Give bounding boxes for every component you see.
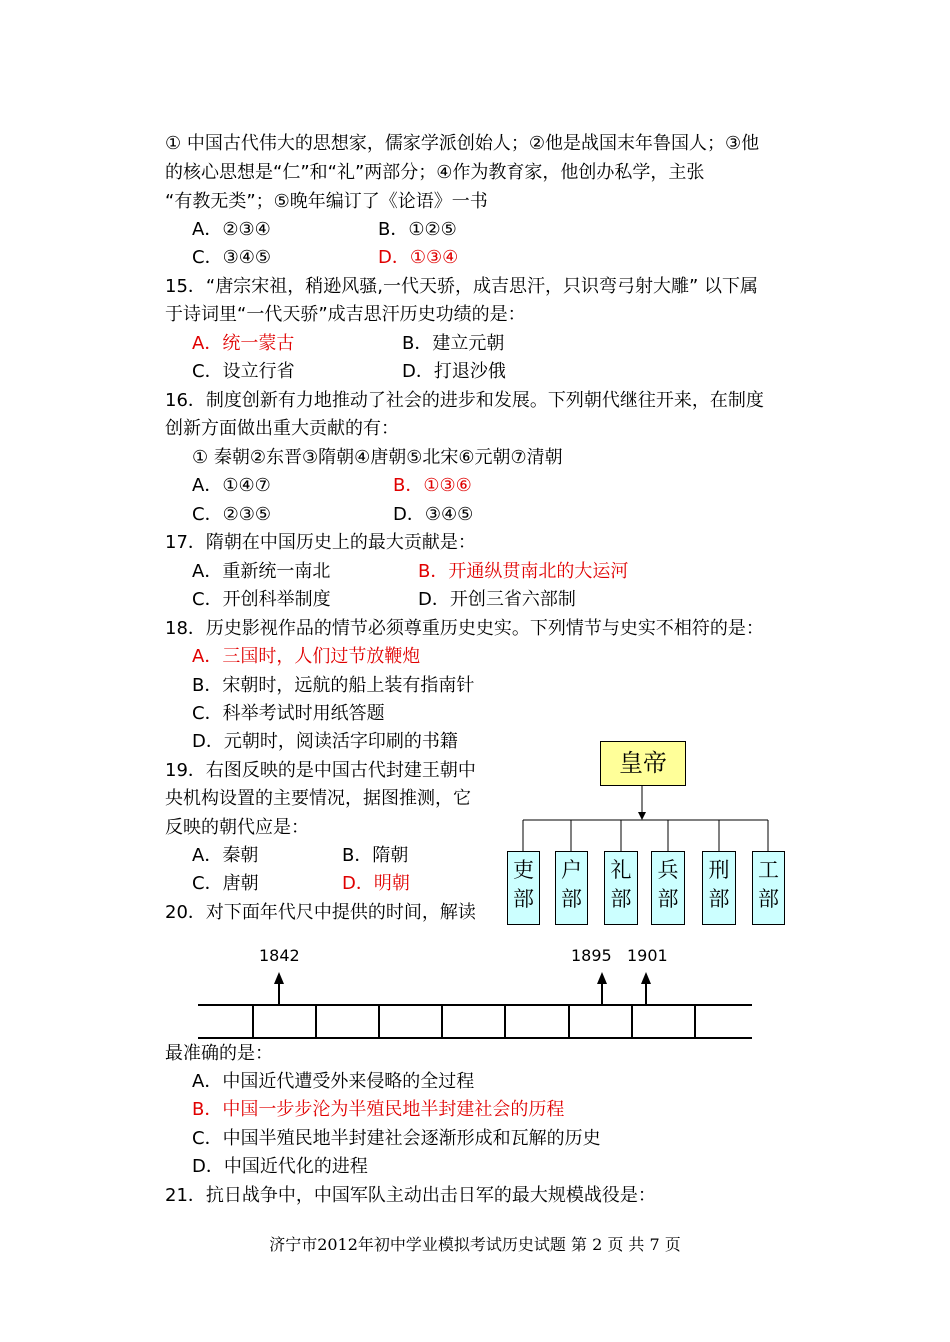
text-line: 16．制度创新有力地推动了社会的进步和发展。下列朝代继往开来，在制度	[165, 390, 764, 411]
timeline-label-1842: 1842	[259, 946, 300, 965]
text-line: A．①④⑦	[192, 475, 271, 496]
text-line: C．③④⑤	[192, 247, 271, 268]
dept-box-li: 吏 部	[507, 851, 540, 925]
text-line: “有教无类”；⑤晚年编订了《论语》一书	[165, 191, 488, 212]
dept-box-hu: 户 部	[555, 851, 588, 925]
dept-box-gong: 工 部	[752, 851, 785, 925]
text-line: A．中国近代遭受外来侵略的全过程	[192, 1071, 475, 1092]
dept-box-bing: 兵 部	[651, 851, 685, 925]
text-line: 17．隋朝在中国历史上的最大贡献是：	[165, 532, 476, 553]
page-footer: 济宁市2012年初中学业模拟考试历史试题 第 2 页 共 7 页	[269, 1235, 681, 1254]
text-line: 19．右图反映的是中国古代封建王朝中	[165, 760, 476, 781]
text-line: 央机构设置的主要情况，据图推测，它	[165, 788, 471, 809]
text-line: ① 秦朝②东晋③隋朝④唐朝⑤北宋⑥元朝⑦清朝	[192, 447, 563, 468]
timeline-label-1901: 1901	[627, 946, 668, 965]
text-line: B．宋朝时，远航的船上装有指南针	[192, 675, 475, 696]
text-line: 于诗词里“一代天骄”成吉思汗历史功绩的是：	[165, 304, 526, 325]
text-line: B．①②⑤	[378, 219, 457, 240]
text-line: B．开通纵贯南北的大运河	[418, 561, 629, 582]
text-line: 20．对下面年代尺中提供的时间，解读	[165, 902, 476, 923]
text-line: B．①③⑥	[393, 475, 472, 496]
text-line: D．中国近代化的进程	[192, 1156, 368, 1177]
text-line: 反映的朝代应是：	[165, 817, 309, 838]
text-line: C．唐朝	[192, 873, 259, 894]
text-line: B．建立元朝	[402, 333, 505, 354]
text-line: B．中国一步步沦为半殖民地半封建社会的历程	[192, 1099, 565, 1120]
dept-box-li-rites: 礼 部	[604, 851, 638, 925]
text-line: 18．历史影视作品的情节必须尊重历史史实。下列情节与史实不相符的是：	[165, 618, 764, 639]
text-line: C．开创科举制度	[192, 589, 331, 610]
emperor-box: 皇帝	[600, 741, 686, 786]
text-line: A．三国时，人们过节放鞭炮	[192, 646, 421, 667]
text-line: ① 中国古代伟大的思想家，儒家学派创始人；②他是战国末年鲁国人；③他	[165, 133, 760, 154]
text-line: A．秦朝	[192, 845, 259, 866]
text-line: 15．“唐宗宋祖，稍逊风骚,一代天骄，成吉思汗，只识弯弓射大雕” 以下属	[165, 276, 758, 297]
text-line: D．开创三省六部制	[418, 589, 576, 610]
text-line: C．科举考试时用纸答题	[192, 703, 385, 724]
text-line: D．①③④	[378, 247, 459, 268]
text-line: C．中国半殖民地半封建社会逐渐形成和瓦解的历史	[192, 1128, 601, 1149]
timeline-label-1895: 1895	[571, 946, 612, 965]
text-line: 21．抗日战争中，中国军队主动出击日军的最大规模战役是：	[165, 1185, 656, 1206]
text-line: D．③④⑤	[393, 504, 474, 525]
text-line: D．元朝时，阅读活字印刷的书籍	[192, 731, 458, 752]
text-line: D．打退沙俄	[402, 361, 506, 382]
text-line: C．②③⑤	[192, 504, 271, 525]
text-line: A．重新统一南北	[192, 561, 331, 582]
text-line: B．隋朝	[342, 845, 409, 866]
text-line: A．统一蒙古	[192, 333, 295, 354]
dept-box-xing: 刑 部	[702, 851, 736, 925]
text-line: A．②③④	[192, 219, 271, 240]
text-line: 创新方面做出重大贡献的有：	[165, 418, 399, 439]
text-line: 的核心思想是“仁”和“礼”两部分；④作为教育家，他创办私学，主张	[165, 162, 705, 183]
text-line: D．明朝	[342, 873, 410, 894]
text-line: 最准确的是：	[165, 1043, 273, 1064]
text-line: C．设立行省	[192, 361, 295, 382]
